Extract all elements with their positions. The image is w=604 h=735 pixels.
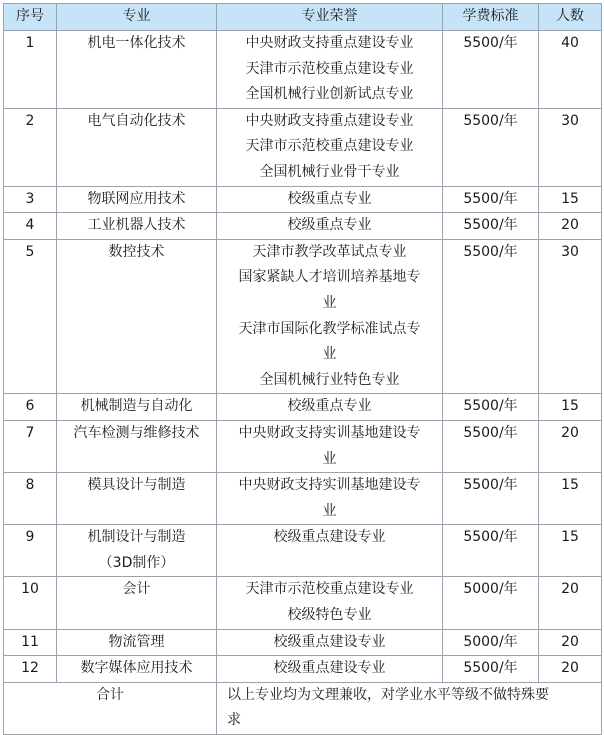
row-honors bbox=[217, 31, 443, 109]
honor-line: 校级特色专业 bbox=[287, 607, 372, 624]
row-major bbox=[57, 239, 217, 394]
major-line: （3D制作） bbox=[98, 554, 175, 571]
honor-line: 全国机械行业创新试点专业 bbox=[245, 86, 414, 103]
header-count: 人数 bbox=[539, 4, 602, 31]
major-line: 电气自动化技术 bbox=[87, 112, 186, 129]
row-no: 9 bbox=[4, 525, 57, 577]
total-note-line: 求 bbox=[227, 712, 241, 729]
major-line: 机电一体化技术 bbox=[87, 35, 186, 51]
row-major bbox=[57, 577, 217, 629]
row-major bbox=[57, 420, 217, 472]
row-honors bbox=[217, 473, 443, 525]
row-honors bbox=[217, 108, 443, 186]
table-row bbox=[4, 239, 602, 394]
row-fee: 5500/年 bbox=[443, 186, 539, 213]
row-count: 20 bbox=[539, 213, 602, 240]
honor-line: 中央财政支持重点建设专业 bbox=[245, 112, 414, 129]
row-count: 30 bbox=[539, 108, 602, 186]
header-row bbox=[4, 4, 602, 31]
honor-line: 中央财政支持实训基地建设专 bbox=[238, 424, 421, 441]
honor-line: 校级重点专业 bbox=[287, 398, 372, 415]
table-row bbox=[4, 394, 602, 421]
total-row bbox=[4, 682, 602, 734]
row-count: 20 bbox=[539, 629, 602, 656]
row-major bbox=[57, 108, 217, 186]
row-no: 5 bbox=[4, 239, 57, 394]
honor-line: 业 bbox=[322, 502, 337, 519]
row-no: 4 bbox=[4, 213, 57, 240]
row-count: 15 bbox=[539, 525, 602, 577]
row-honors bbox=[217, 656, 443, 683]
row-no: 8 bbox=[4, 473, 57, 525]
row-fee: 5500/年 bbox=[443, 108, 539, 186]
honor-line: 校级重点建设专业 bbox=[273, 529, 386, 546]
major-line: 会计 bbox=[122, 581, 151, 598]
row-no: 7 bbox=[4, 420, 57, 472]
honor-line: 全国机械行业骨干专业 bbox=[259, 163, 400, 180]
table-row bbox=[4, 31, 602, 109]
honor-line: 天津市示范校重点建设专业 bbox=[245, 60, 414, 77]
honor-line: 业 bbox=[322, 294, 337, 311]
honor-line: 中央财政支持实训基地建设专 bbox=[238, 477, 421, 494]
major-line: 物流管理 bbox=[108, 633, 165, 650]
total-note-line: 以上专业均为文理兼收，对学业水平等级不做特殊要 bbox=[227, 686, 549, 703]
honor-line: 中央财政支持重点建设专业 bbox=[245, 35, 414, 51]
honor-line: 全国机械行业特色专业 bbox=[259, 371, 400, 388]
total-note bbox=[217, 682, 602, 734]
total-label: 合计 bbox=[4, 682, 217, 734]
honor-line: 天津市国际化教学标准试点专 bbox=[238, 320, 421, 337]
major-line: 汽车检测与维修技术 bbox=[73, 424, 200, 441]
row-fee: 5500/年 bbox=[443, 473, 539, 525]
major-line: 模具设计与制造 bbox=[87, 477, 186, 494]
row-count: 20 bbox=[539, 656, 602, 683]
row-honors bbox=[217, 629, 443, 656]
row-no: 6 bbox=[4, 394, 57, 421]
honor-line: 天津市示范校重点建设专业 bbox=[245, 581, 414, 598]
honor-line: 天津市教学改革试点专业 bbox=[252, 243, 407, 260]
major-line: 工业机器人技术 bbox=[87, 217, 186, 234]
row-no: 1 bbox=[4, 31, 57, 109]
header-fee: 学费标准 bbox=[443, 4, 539, 31]
row-honors bbox=[217, 525, 443, 577]
row-count: 30 bbox=[539, 239, 602, 394]
table-row bbox=[4, 525, 602, 577]
row-count: 20 bbox=[539, 577, 602, 629]
table-row bbox=[4, 656, 602, 683]
row-honors bbox=[217, 577, 443, 629]
row-no: 12 bbox=[4, 656, 57, 683]
row-major bbox=[57, 213, 217, 240]
row-fee: 5500/年 bbox=[443, 420, 539, 472]
table-row bbox=[4, 108, 602, 186]
row-honors bbox=[217, 420, 443, 472]
honor-line: 校级重点专业 bbox=[287, 190, 372, 207]
table-row bbox=[4, 420, 602, 472]
major-line: 数控技术 bbox=[108, 243, 165, 260]
row-no: 10 bbox=[4, 577, 57, 629]
honor-line: 业 bbox=[322, 346, 337, 363]
row-major bbox=[57, 629, 217, 656]
row-honors bbox=[217, 239, 443, 394]
table-row bbox=[4, 577, 602, 629]
row-no: 2 bbox=[4, 108, 57, 186]
row-honors bbox=[217, 394, 443, 421]
row-count: 20 bbox=[539, 420, 602, 472]
row-honors bbox=[217, 213, 443, 240]
header-honors: 专业荣誉 bbox=[217, 4, 443, 31]
row-no: 3 bbox=[4, 186, 57, 213]
honor-line: 校级重点建设专业 bbox=[273, 660, 386, 677]
row-major bbox=[57, 186, 217, 213]
row-fee: 5000/年 bbox=[443, 577, 539, 629]
row-major bbox=[57, 473, 217, 525]
header-major: 专业 bbox=[57, 4, 217, 31]
row-fee: 5500/年 bbox=[443, 656, 539, 683]
major-line: 机制设计与制造 bbox=[87, 529, 186, 546]
row-fee: 5500/年 bbox=[443, 239, 539, 394]
row-fee: 5500/年 bbox=[443, 31, 539, 109]
row-major bbox=[57, 394, 217, 421]
row-count: 15 bbox=[539, 473, 602, 525]
row-no: 11 bbox=[4, 629, 57, 656]
major-line: 数字媒体应用技术 bbox=[80, 660, 193, 677]
row-count: 15 bbox=[539, 186, 602, 213]
honor-line: 校级重点专业 bbox=[287, 217, 372, 234]
row-count: 15 bbox=[539, 394, 602, 421]
row-count: 40 bbox=[539, 31, 602, 109]
row-major bbox=[57, 525, 217, 577]
majors-table bbox=[3, 3, 602, 735]
row-fee: 5000/年 bbox=[443, 629, 539, 656]
major-line: 物联网应用技术 bbox=[87, 190, 186, 207]
row-fee: 5500/年 bbox=[443, 394, 539, 421]
table-row bbox=[4, 473, 602, 525]
row-major bbox=[57, 31, 217, 109]
row-major bbox=[57, 656, 217, 683]
honor-line: 业 bbox=[322, 450, 337, 467]
honor-line: 天津市示范校重点建设专业 bbox=[245, 138, 414, 155]
major-line: 机械制造与自动化 bbox=[80, 398, 193, 415]
honor-line: 国家紧缺人才培训培养基地专 bbox=[238, 269, 421, 286]
row-honors bbox=[217, 186, 443, 213]
table-row bbox=[4, 629, 602, 656]
header-no: 序号 bbox=[4, 4, 57, 31]
honor-line: 校级重点建设专业 bbox=[273, 633, 386, 650]
row-fee: 5500/年 bbox=[443, 213, 539, 240]
row-fee: 5500/年 bbox=[443, 525, 539, 577]
table-row bbox=[4, 213, 602, 240]
table-row bbox=[4, 186, 602, 213]
